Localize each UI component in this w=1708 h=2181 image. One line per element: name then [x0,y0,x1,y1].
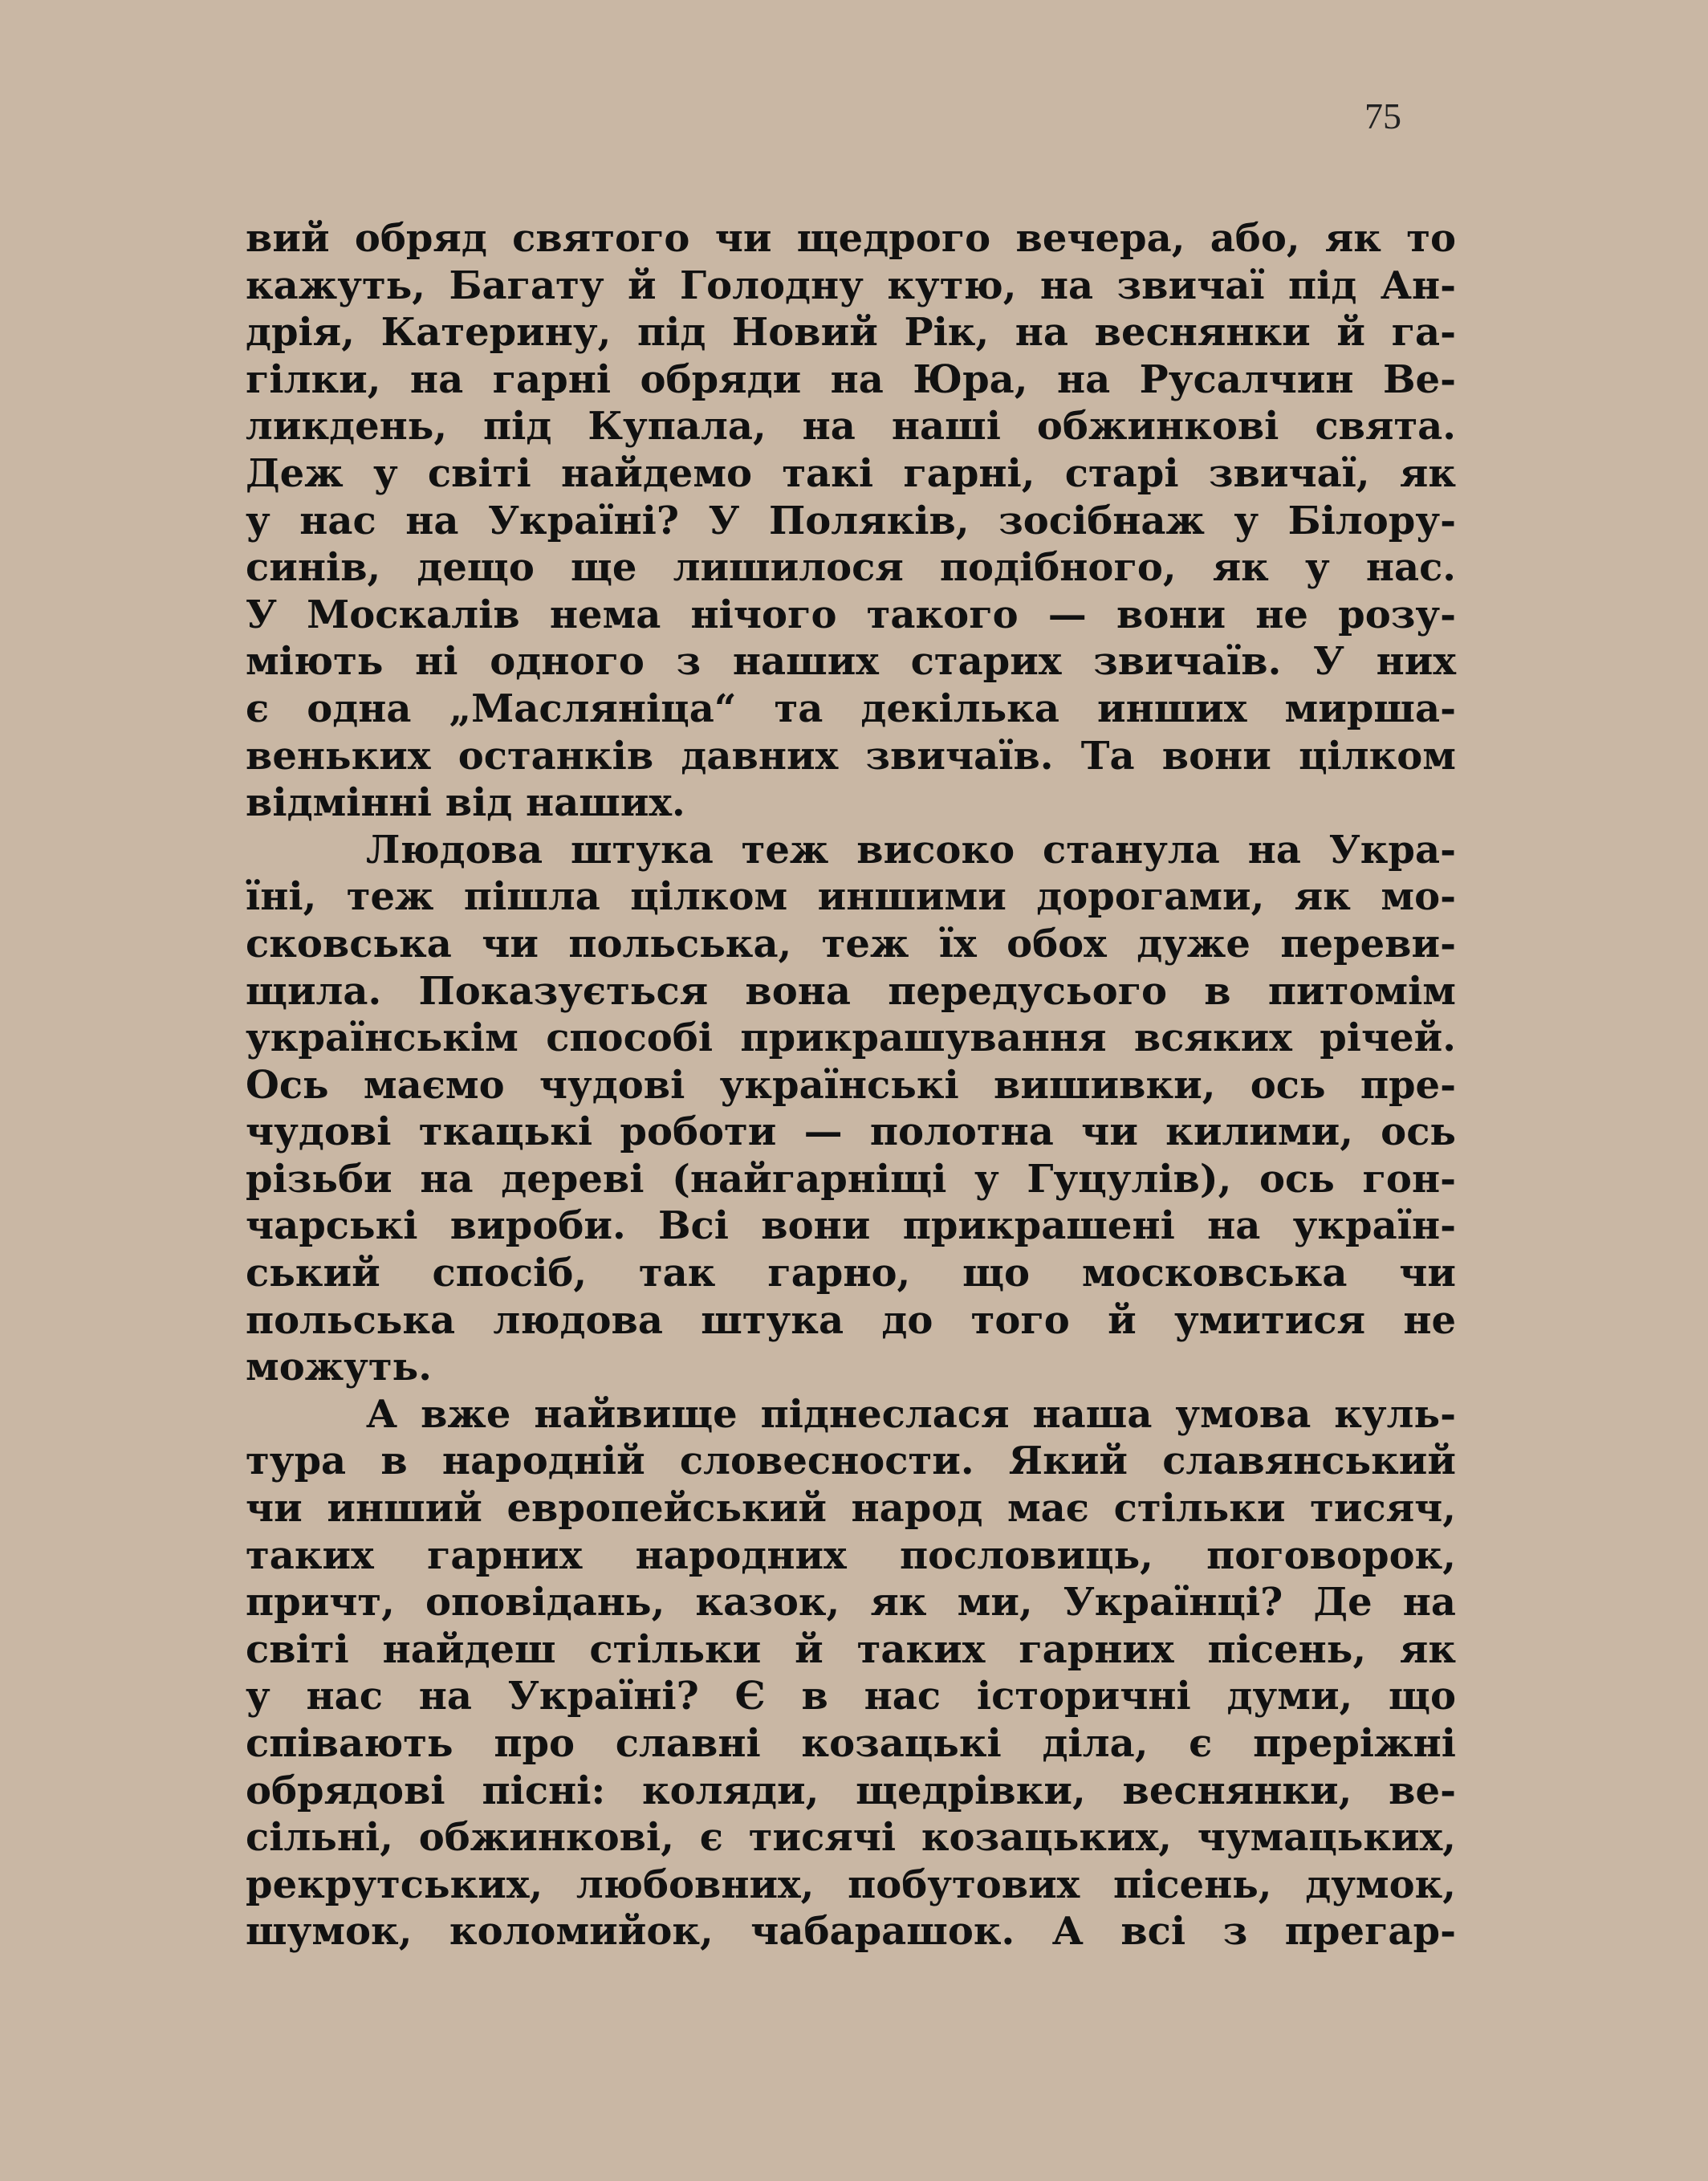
text-line: таких гарних народних пословиць, поговорок, [246,1532,1456,1578]
text-line: Ось маємо чудові українські вишивки, ось пре- [246,1062,1456,1108]
text-line: у нас на Україні? Є в нас історичні думи, що [246,1674,1456,1719]
text-line: різьби на дереві (найгарніщі у Гуцулів), ось гон- [246,1156,1456,1202]
text-line: А вже найвище піднеслася наша умова куль- [366,1391,1456,1437]
text-line: ликдень, під Купала, на наші обжинкові свята. [246,404,1456,450]
text-line: у нас на Україні? У Поляків, зосібнаж у Білору- [246,498,1456,543]
text-line: відмінні від наших. [246,780,685,826]
text-line: є одна „Масляніца“ та декілька инших мирша- [246,686,1456,731]
text-line: веньких останків давних звичаїв. Та вони цілком [246,733,1456,779]
body-text [246,215,1456,1955]
text-line: гілки, на гарні обряди на Юра, на Русалчин Ве- [246,356,1456,402]
text-line: сільні, обжинкові, є тисячі козацьких, чумацьких, [246,1815,1456,1861]
text-line: Деж у світі найдемо такі гарні, старі звичаї, як [246,450,1456,496]
text-line: ський спосіб, так гарно, що московська чи [246,1251,1456,1296]
paragraph-1 [246,215,1456,827]
text-line: дрія, Катерину, під Новий Рік, на веснянки й га- [246,310,1456,356]
text-line: міють ні одного з наших старих звичаїв. У них [246,639,1456,685]
text-line: їні, теж пішла цілком иншими дорогами, як мо- [246,874,1456,920]
text-line: світі найдеш стільки й таких гарних пісень, як [246,1626,1456,1672]
text-line: вий обряд святого чи щедрого вечера, або, як то [246,216,1456,261]
text-line: чарські вироби. Всі вони прикрашені на україн- [246,1203,1456,1249]
text-line: тура в народній словесности. Який славянський [246,1438,1456,1484]
text-line: рекрутських, любовних, побутових пісень, думок, [246,1862,1456,1907]
text-line: польська людова штука до того й умитися не [246,1297,1456,1343]
text-line: сковська чи польська, теж їх обох дуже переви- [246,921,1456,966]
text-line: чудові ткацькі роботи — полотна чи килими, ось [246,1109,1456,1155]
text-line: кажуть, Багату й Голодну кутю, на звичаї під Ан- [246,262,1456,308]
text-line: співають про славні козацькі діла, є преріжні [246,1721,1456,1766]
text-line: У Москалів нема нічого такого — вони не розу- [246,592,1456,637]
text-line: Людова штука теж високо станула на Укра- [366,827,1456,873]
text-line: українськім способі прикрашування всяких річей. [246,1015,1456,1061]
text-line: можуть. [246,1345,432,1390]
paragraph-2 [246,827,1456,1391]
text-line: обрядові пісні: коляди, щедрівки, веснянки, ве- [246,1768,1456,1813]
text-line: шумок, коломийок, чабарашок. А всі з прегар- [246,1909,1456,1955]
text-line: чи инший европейський народ має стільки тисяч, [246,1486,1456,1532]
text-line: причт, оповідань, казок, як ми, Українці? Де на [246,1580,1456,1626]
text-line: щила. Показується вона передусього в питомім [246,968,1456,1014]
paragraph-3 [246,1391,1456,1955]
text-line: синів, дещо ще лишилося подібного, як у нас. [246,545,1456,591]
page-number: 75 [1364,96,1401,136]
